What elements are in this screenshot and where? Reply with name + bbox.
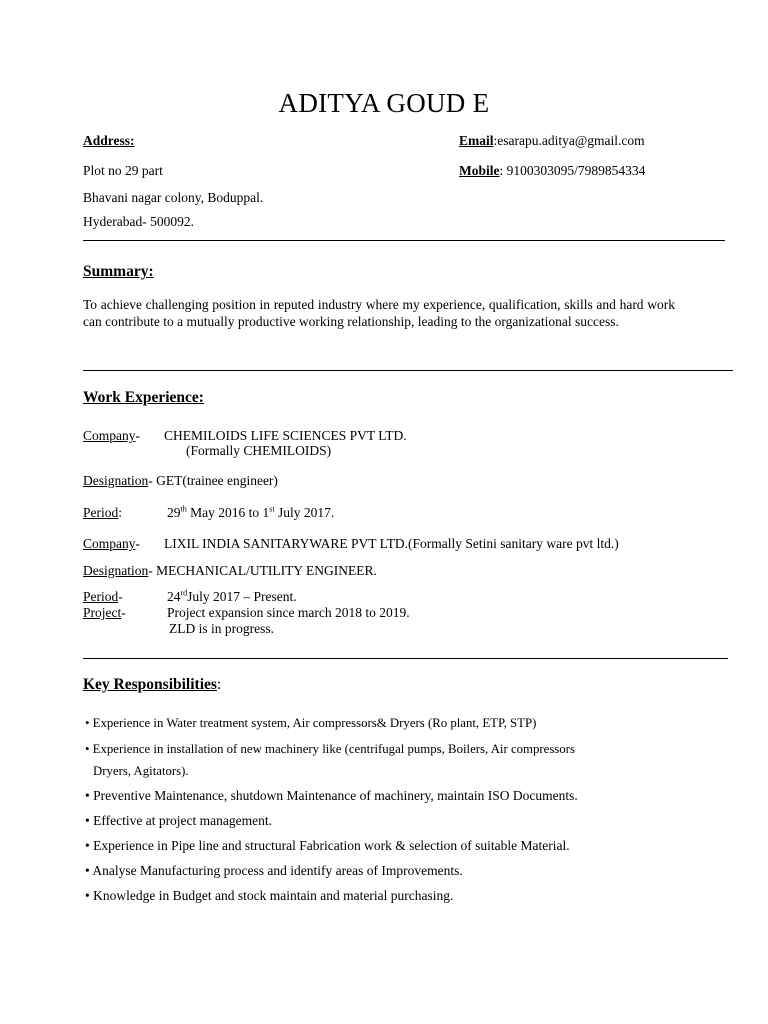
- job2-period-sup: rd: [180, 588, 188, 598]
- responsibility-item-continued: Dryers, Agitators).: [93, 764, 189, 778]
- job1-designation: - GET(trainee engineer): [148, 473, 278, 488]
- job2-period-label-group: [83, 589, 123, 605]
- summary-text: To achieve challenging position in reputed industry where my experience, qualification, skills and hard work can contribute to a mutually productive working relationship, leading to the organizational success.: [83, 297, 675, 329]
- job2-period-day: 24: [167, 589, 181, 604]
- address-line-2: Bhavani nagar colony, Boduppal.: [83, 190, 264, 205]
- address-label: Address:: [83, 133, 135, 148]
- divider-work: [83, 658, 728, 659]
- summary-heading: Summary:: [83, 263, 154, 280]
- job2-project-label-group: [83, 605, 126, 621]
- job1-period-day1: 29: [167, 505, 181, 520]
- responsibility-item: • Knowledge in Budget and stock maintain and material purchasing.: [85, 888, 454, 903]
- mobile-row: [459, 163, 645, 179]
- job1-period-label: Period: [83, 505, 119, 520]
- job1-period-mid: May 2016 to 1: [186, 505, 270, 520]
- email-label: Email: [459, 133, 494, 148]
- job2-company-label-group: [83, 536, 140, 552]
- job1-period-sup1: th: [180, 504, 187, 514]
- job1-company-label-group: [83, 428, 140, 444]
- job1-company-note: (Formally CHEMILOIDS): [186, 443, 332, 458]
- job2-designation-row: [83, 563, 377, 579]
- job2-project-line-2: ZLD is in progress.: [169, 621, 274, 636]
- responsibility-item: • Effective at project management.: [85, 813, 273, 828]
- candidate-name: ADITYA GOUD E: [278, 88, 490, 118]
- job2-period-rest: July 2017 – Present.: [187, 589, 297, 604]
- job1-designation-row: [83, 473, 278, 489]
- responsibilities-heading-row: [83, 676, 221, 694]
- divider-contact: [83, 240, 725, 241]
- responsibility-item: • Preventive Maintenance, shutdown Maintenance of machinery, maintain ISO Documents.: [85, 788, 578, 803]
- job2-period-label: Period: [83, 589, 119, 604]
- job2-period: [167, 589, 297, 605]
- address-line-1: Plot no 29 part: [83, 163, 163, 178]
- responsibility-item: • Analyse Manufacturing process and identify areas of Improvements.: [85, 863, 463, 878]
- email-row: [459, 133, 645, 149]
- job1-company-sep: -: [135, 428, 140, 443]
- job2-designation-label: Designation: [83, 563, 149, 578]
- job1-period: [167, 505, 334, 521]
- job1-period-sep: :: [118, 505, 123, 520]
- job1-period-sup2: st: [269, 504, 275, 514]
- job2-period-sep: -: [118, 589, 123, 604]
- job1-period-label-group: [83, 505, 122, 521]
- responsibilities-heading: Key Responsibilities: [83, 676, 217, 693]
- mobile-label: Mobile: [459, 163, 500, 178]
- email-value: :esarapu.aditya@gmail.com: [493, 133, 645, 148]
- job2-designation: - MECHANICAL/UTILITY ENGINEER.: [148, 563, 377, 578]
- responsibility-item: • Experience in Water treatment system, Air compressors& Dryers (Ro plant, ETP, STP): [85, 716, 537, 730]
- job2-company-sep: -: [135, 536, 140, 551]
- job2-project-line-1: Project expansion since march 2018 to 2019.: [167, 605, 410, 620]
- job2-project-label: Project: [83, 605, 122, 620]
- work-heading: Work Experience:: [83, 389, 204, 406]
- job1-company: CHEMILOIDS LIFE SCIENCES PVT LTD.: [164, 428, 407, 443]
- address-line-3: Hyderabad- 500092.: [83, 214, 194, 229]
- responsibility-item: • Experience in installation of new machinery like (centrifugal pumps, Boilers, Air compressors: [85, 742, 575, 756]
- job2-company-label: Company: [83, 536, 136, 551]
- job2-project-sep: -: [121, 605, 126, 620]
- job1-designation-label: Designation: [83, 473, 149, 488]
- divider-summary: [83, 370, 733, 371]
- job1-period-end: July 2017.: [274, 505, 335, 520]
- job2-company: LIXIL INDIA SANITARYWARE PVT LTD.(Formally Setini sanitary ware pvt ltd.): [164, 536, 619, 551]
- responsibility-item: • Experience in Pipe line and structural Fabrication work & selection of suitable Material.: [85, 838, 570, 853]
- mobile-value: : 9100303095/7989854334: [499, 163, 646, 178]
- job1-company-label: Company: [83, 428, 136, 443]
- responsibilities-heading-suffix: :: [216, 676, 222, 693]
